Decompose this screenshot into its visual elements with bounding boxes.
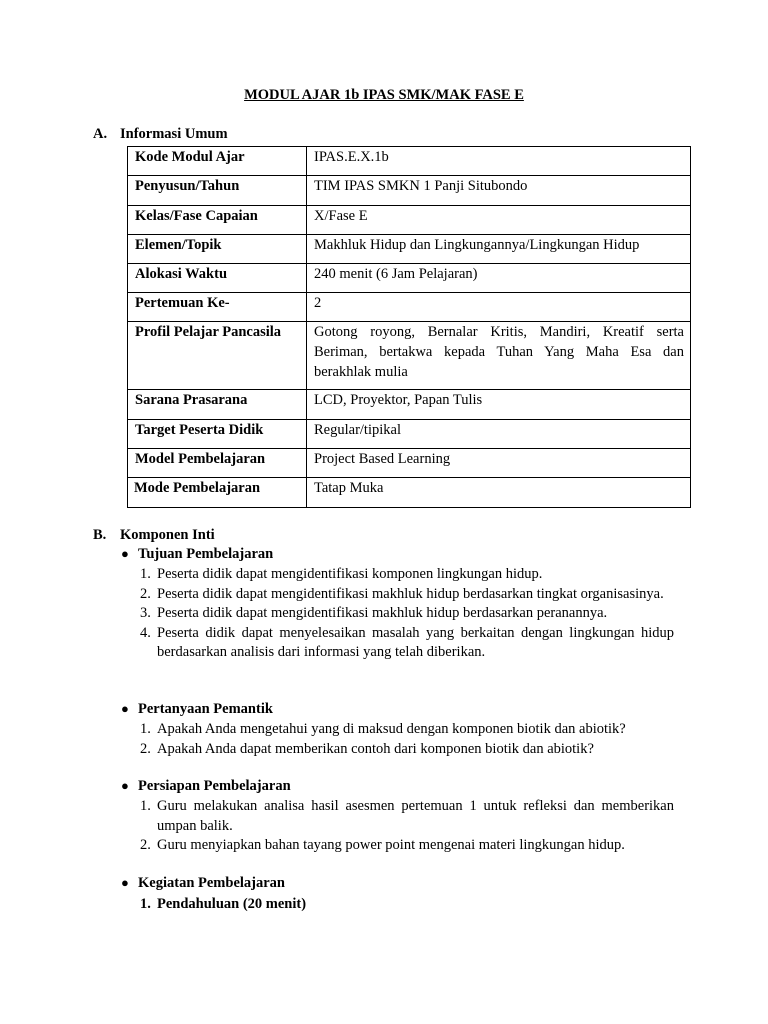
table-row bbox=[128, 420, 691, 449]
list-item bbox=[140, 797, 674, 836]
row-value: Makhluk Hidup dan Lingkungannya/Lingkungan Hidup bbox=[307, 235, 691, 264]
kegiatan-title: Kegiatan Pembelajaran bbox=[138, 875, 285, 891]
table-row bbox=[128, 390, 691, 420]
item-number: 3. bbox=[140, 605, 151, 621]
row-value: X/Fase E bbox=[307, 206, 691, 235]
section-a-letter: A. bbox=[93, 126, 108, 142]
item-number: 2. bbox=[140, 837, 151, 853]
item-number: 4. bbox=[140, 624, 151, 641]
row-value: Gotong royong, Bernalar Kritis, Mandiri, Kreatif serta Beriman, bertakwa kepada Tuhan Yang Maha Esa dan berakhlak mulia bbox=[307, 322, 691, 390]
item-text: Apakah Anda dapat memberikan contoh dari komponen biotik dan abiotik? bbox=[157, 740, 594, 757]
item-text: Guru menyiapkan bahan tayang power point mengenai materi lingkungan hidup. bbox=[157, 837, 625, 853]
list-item bbox=[140, 895, 674, 915]
tujuan-title: Tujuan Pembelajaran bbox=[138, 546, 274, 562]
list-item bbox=[140, 740, 674, 760]
bullet-icon: ● bbox=[121, 778, 129, 793]
row-label: Pertemuan Ke- bbox=[128, 293, 307, 322]
persiapan-title: Persiapan Pembelajaran bbox=[138, 778, 291, 794]
row-label: Sarana Prasarana bbox=[128, 390, 307, 420]
pertanyaan-heading bbox=[121, 701, 273, 718]
row-label: Profil Pelajar Pancasila bbox=[128, 322, 307, 390]
bullet-icon: ● bbox=[121, 875, 129, 890]
row-label: Model Pembelajaran bbox=[128, 449, 307, 478]
table-row bbox=[128, 235, 691, 264]
row-value: Regular/tipikal bbox=[307, 420, 691, 449]
row-value: TIM IPAS SMKN 1 Panji Situbondo bbox=[307, 176, 691, 206]
item-text: Apakah Anda mengetahui yang di maksud dengan komponen biotik dan abiotik? bbox=[157, 721, 626, 737]
pertanyaan-list bbox=[140, 720, 674, 759]
table-row bbox=[128, 147, 691, 176]
item-text: Peserta didik dapat mengidentifikasi makhluk hidup berdasarkan peranannya. bbox=[157, 605, 608, 621]
item-number: 1. bbox=[140, 798, 151, 814]
section-a-heading bbox=[93, 126, 228, 143]
info-table bbox=[127, 146, 691, 508]
section-b-letter: B. bbox=[93, 527, 107, 543]
row-value: IPAS.E.X.1b bbox=[307, 147, 691, 176]
kegiatan-list bbox=[140, 895, 674, 915]
row-label: Kelas/Fase Capaian bbox=[128, 206, 307, 235]
row-label: Penyusun/Tahun bbox=[128, 176, 307, 206]
section-b-heading bbox=[93, 527, 215, 544]
row-label: Target Peserta Didik bbox=[128, 420, 307, 449]
bullet-icon: ● bbox=[121, 701, 129, 716]
tujuan-list bbox=[140, 565, 674, 663]
list-item bbox=[140, 624, 674, 663]
table-row bbox=[128, 206, 691, 235]
row-label: Elemen/Topik bbox=[128, 235, 307, 264]
list-item bbox=[140, 565, 674, 585]
row-value: Tatap Muka bbox=[307, 478, 691, 508]
tujuan-heading bbox=[121, 546, 273, 563]
item-text: Peserta didik dapat mengidentifikasi makhluk hidup berdasarkan tingkat organisasinya. bbox=[157, 585, 664, 602]
pertanyaan-title: Pertanyaan Pemantik bbox=[138, 701, 273, 717]
item-number: 1. bbox=[140, 566, 151, 582]
table-row bbox=[128, 176, 691, 206]
table-row bbox=[128, 264, 691, 293]
list-item bbox=[140, 720, 674, 740]
kegiatan-heading bbox=[121, 875, 285, 892]
item-text: Peserta didik dapat menyelesaikan masalah yang berkaitan dengan lingkungan hidup berdasarkan analisis dari informasi yang telah diberikan. bbox=[157, 624, 674, 660]
table-row bbox=[128, 322, 691, 390]
bullet-icon: ● bbox=[121, 546, 129, 561]
row-label: Alokasi Waktu bbox=[128, 264, 307, 293]
row-value: LCD, Proyektor, Papan Tulis bbox=[307, 390, 691, 420]
item-text: Guru melakukan analisa hasil asesmen pertemuan 1 untuk refleksi dan memberikan umpan balik. bbox=[157, 798, 674, 834]
row-label: Kode Modul Ajar bbox=[128, 147, 307, 176]
row-label: Mode Pembelajaran bbox=[128, 478, 307, 508]
list-item bbox=[140, 604, 674, 624]
list-item bbox=[140, 585, 674, 605]
item-number: 2. bbox=[140, 740, 151, 757]
document-title: MODUL AJAR 1b IPAS SMK/MAK FASE E bbox=[244, 87, 524, 103]
item-number: 1. bbox=[140, 721, 151, 737]
row-value: 240 menit (6 Jam Pelajaran) bbox=[307, 264, 691, 293]
table-row bbox=[128, 478, 691, 508]
row-value: Project Based Learning bbox=[307, 449, 691, 478]
item-text: Peserta didik dapat mengidentifikasi komponen lingkungan hidup. bbox=[157, 566, 543, 582]
table-row bbox=[128, 293, 691, 322]
section-b-title: Komponen Inti bbox=[120, 527, 215, 543]
persiapan-heading bbox=[121, 778, 291, 795]
row-value: 2 bbox=[307, 293, 691, 322]
item-number: 1. bbox=[140, 896, 151, 912]
section-a-title: Informasi Umum bbox=[120, 126, 228, 142]
table-row bbox=[128, 449, 691, 478]
list-item bbox=[140, 836, 674, 856]
item-number: 2. bbox=[140, 585, 151, 602]
item-text: Pendahuluan (20 menit) bbox=[157, 896, 307, 912]
persiapan-list bbox=[140, 797, 674, 856]
